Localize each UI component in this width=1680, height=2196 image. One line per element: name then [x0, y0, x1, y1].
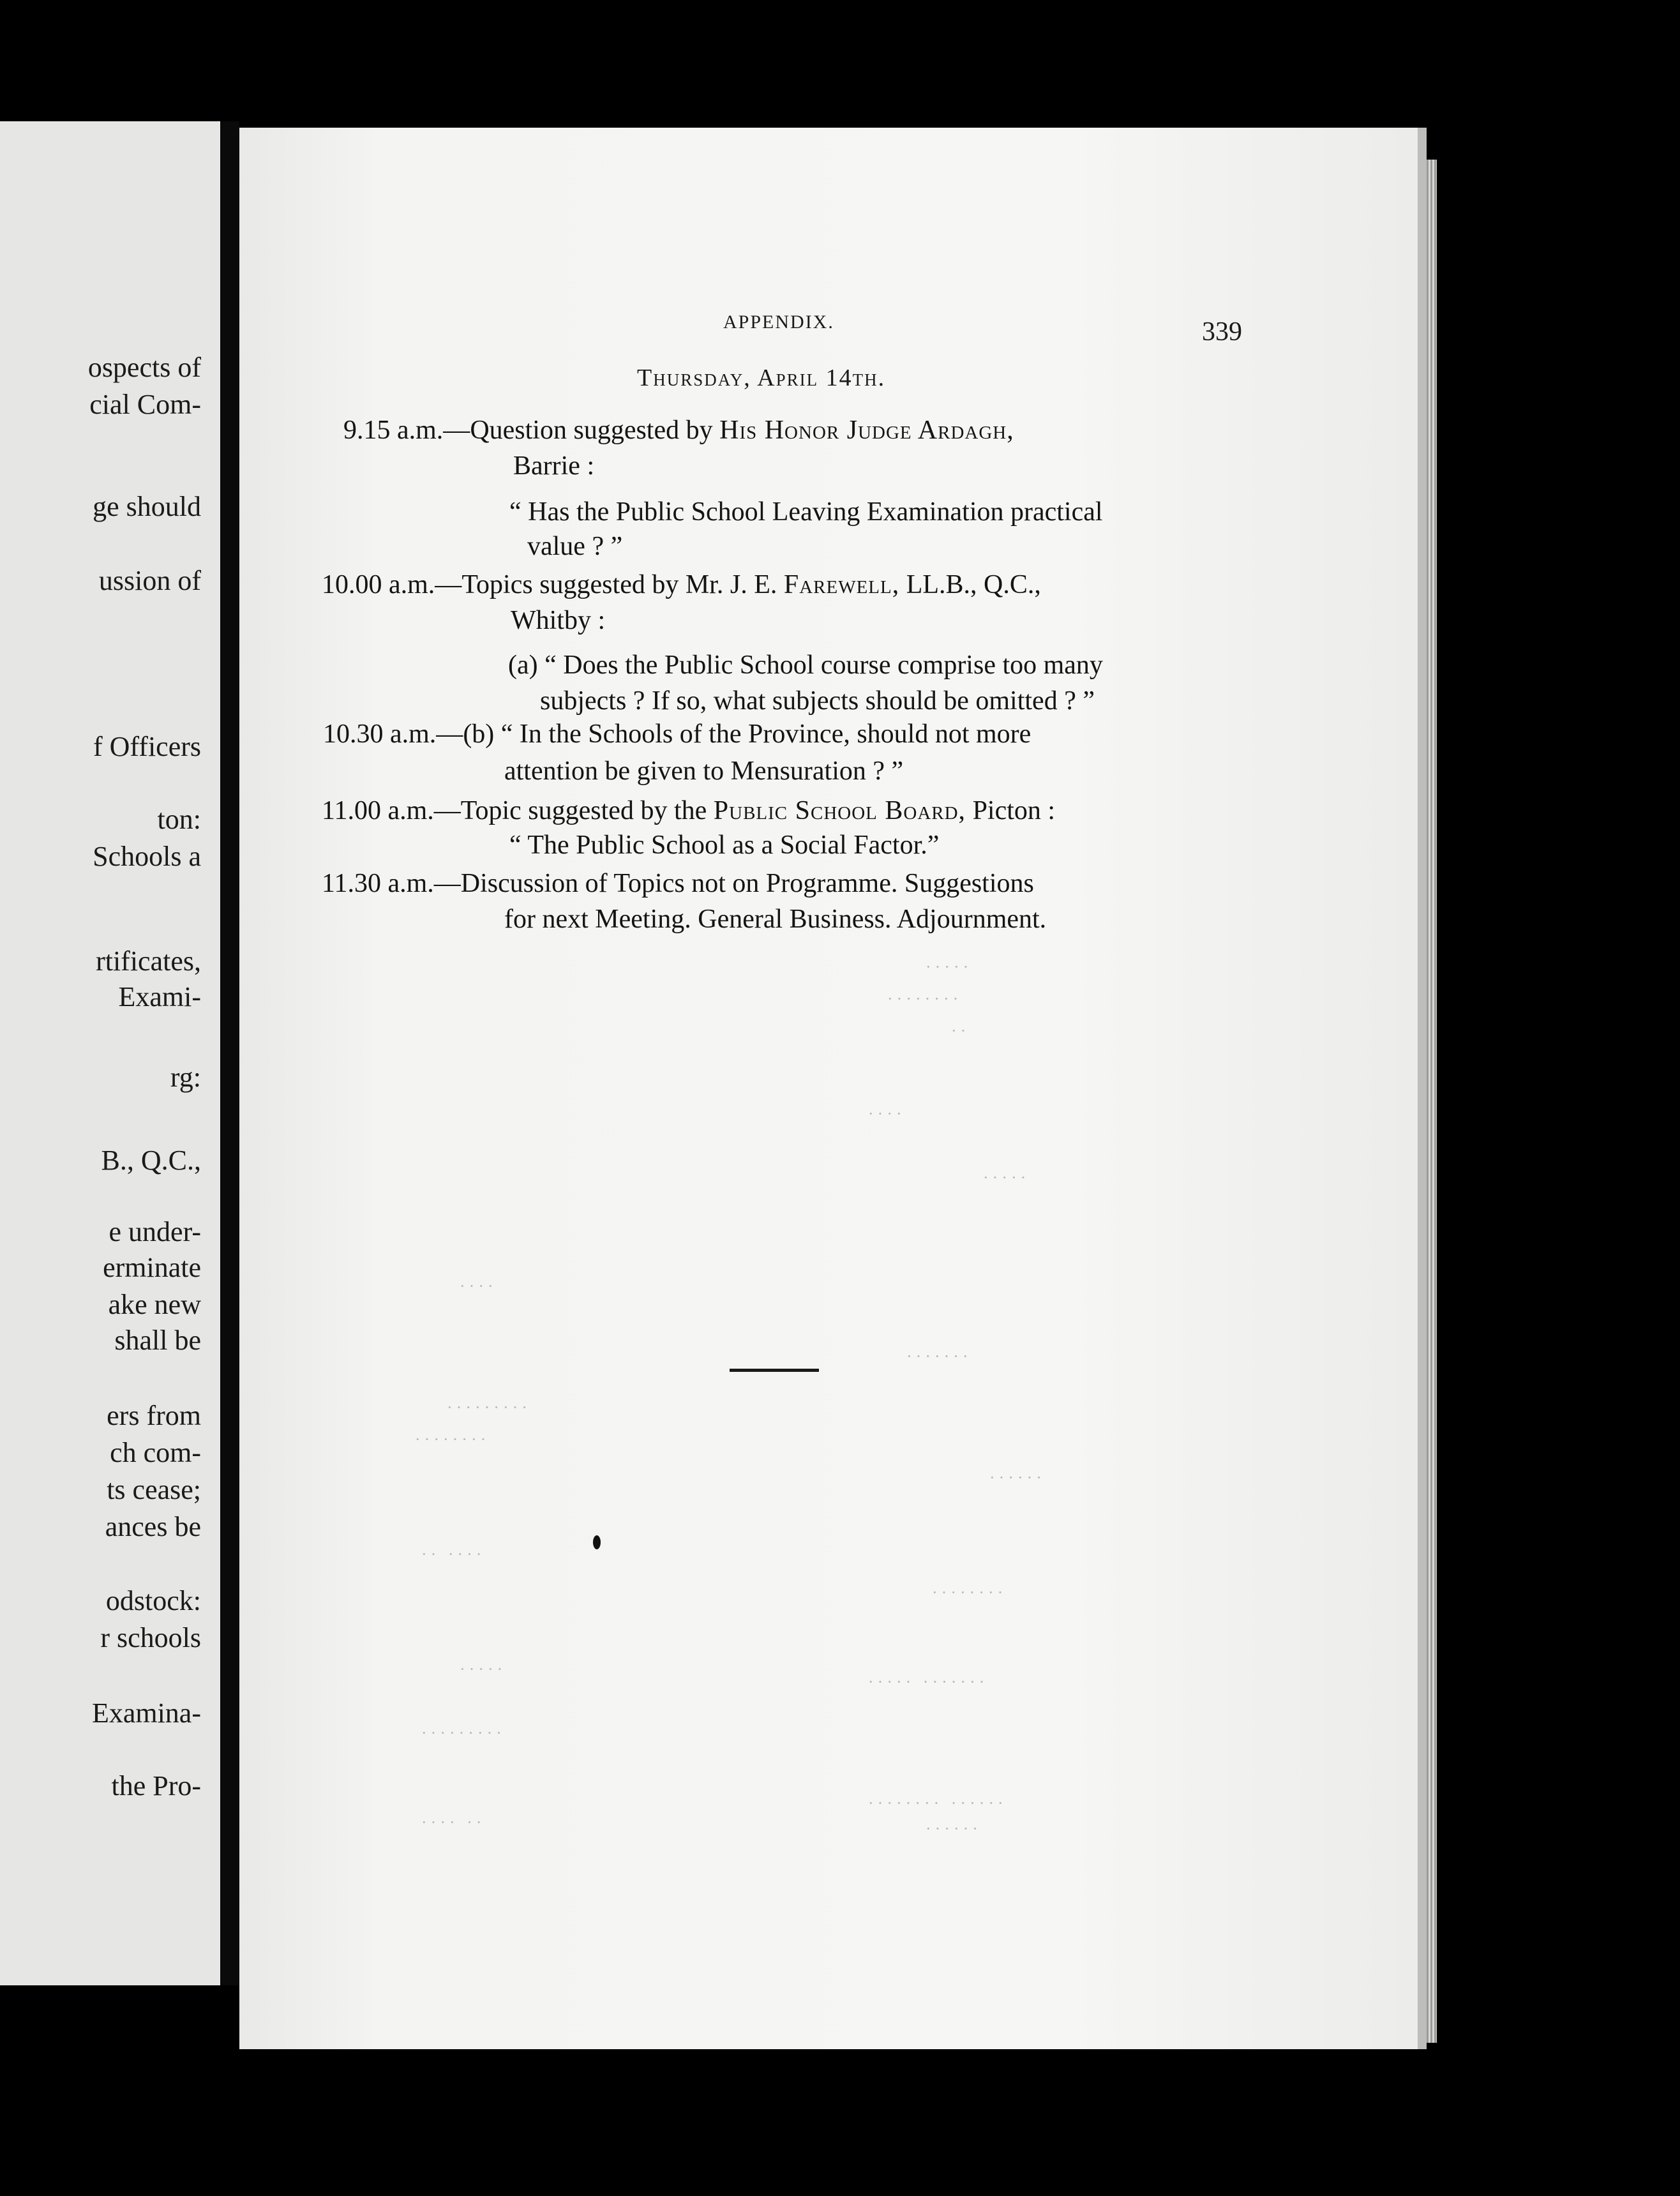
left-text-line: ton: [157, 804, 201, 835]
left-text-line: r schools [100, 1622, 201, 1653]
page-edge [1427, 160, 1437, 2043]
schedule-text: for next Meeting. General Business. Adjournment. [504, 905, 1047, 934]
schedule-question: “ The Public School as a Social Factor.” [509, 831, 940, 860]
show-through-dots: ····· [926, 958, 973, 976]
left-text-line: the Pro- [111, 1770, 201, 1801]
speaker-name: Public School Board, [713, 796, 966, 825]
ink-blot [593, 1535, 601, 1549]
show-through-dots: ······ [926, 1819, 982, 1838]
show-through-dots: ········ [887, 989, 963, 1008]
show-through-dots: ······ [989, 1468, 1046, 1487]
left-text-line: ake new [108, 1289, 201, 1320]
left-text-line: rtificates, [96, 945, 201, 977]
schedule-text: Topic suggested by the [460, 796, 707, 825]
left-text-line: ospects of [87, 352, 201, 383]
schedule-question: subjects ? If so, what subjects should be omitted ? ” [540, 686, 1095, 716]
left-text-line: odstock: [105, 1585, 201, 1616]
show-through-dots: ········ [415, 1430, 490, 1448]
schedule-question: value ? ” [527, 532, 623, 561]
schedule-line [322, 795, 1055, 826]
schedule-time: 11.30 a.m.— [322, 869, 461, 898]
left-text-line: ts cease; [107, 1474, 201, 1505]
left-text-line: B., Q.C., [101, 1145, 201, 1176]
show-through-dots: ······· [906, 1347, 972, 1365]
left-text-line: f Officers [93, 731, 201, 762]
schedule-place: Barrie : [513, 451, 595, 481]
speaker-name: Farewell, [783, 570, 900, 599]
show-through-dots: ···· ·· [421, 1813, 486, 1831]
show-through-dots: ····· ······· [868, 1673, 989, 1691]
show-through-dots: ····· [983, 1168, 1030, 1187]
show-through-dots: ········· [447, 1398, 531, 1417]
show-through-dots: ····· [460, 1660, 507, 1678]
schedule-time: 11.00 a.m.— [322, 796, 461, 825]
left-text-line: ances be [105, 1511, 201, 1542]
left-page [0, 121, 220, 1985]
schedule-question: (b) “ In the Schools of the Province, should not more [463, 719, 1031, 749]
schedule-text: Question suggested by [470, 416, 713, 445]
left-text-line: ch com- [110, 1437, 201, 1468]
left-text-line: Exami- [118, 981, 201, 1012]
schedule-line [343, 415, 1014, 446]
left-text-line: ussion of [98, 565, 201, 596]
schedule-question: attention be given to Mensuration ? ” [504, 756, 904, 786]
schedule-time: 10.30 a.m.— [323, 719, 463, 749]
schedule-place: Picton : [972, 796, 1056, 825]
left-text-line: rg: [170, 1062, 201, 1093]
show-through-dots: ········· [421, 1724, 506, 1742]
page-number: 339 [1202, 317, 1242, 347]
left-text-line: ers from [107, 1400, 201, 1431]
day-heading: Thursday, April 14th. [637, 365, 886, 391]
schedule-line [322, 569, 1041, 600]
left-text-line: cial Com- [89, 389, 201, 420]
left-text-line: e under- [109, 1216, 201, 1247]
schedule-time: 9.15 a.m.— [343, 416, 470, 445]
schedule-question: (a) “ Does the Public School course comprise too many [508, 651, 1103, 680]
left-text-line: erminate [103, 1252, 201, 1283]
schedule-place: Whitby : [511, 606, 606, 635]
speaker-name: His Honor Judge Ardagh, [719, 416, 1014, 445]
left-text-line: Examina- [91, 1697, 201, 1729]
schedule-line [323, 719, 1031, 749]
show-through-dots: ········ [932, 1583, 1007, 1602]
running-head: APPENDIX. [723, 312, 834, 333]
left-text-line: Schools a [93, 841, 201, 872]
schedule-time: 10.00 a.m.— [322, 570, 462, 599]
book-gutter [220, 121, 239, 1985]
left-text-line: shall be [114, 1325, 201, 1356]
show-through-dots: ···· [460, 1277, 497, 1295]
section-rule [730, 1369, 819, 1372]
left-text-line: ge should [93, 491, 201, 522]
show-through-dots: ···· [868, 1104, 906, 1123]
speaker-credentials: LL.B., Q.C., [906, 570, 1041, 599]
schedule-line [322, 868, 1034, 899]
schedule-question: “ Has the Public School Leaving Examination practical [509, 497, 1103, 527]
show-through-dots: ········ ······ [868, 1794, 1007, 1812]
show-through-dots: ·· [951, 1021, 970, 1040]
schedule-text: Topics suggested by Mr. J. E. [461, 570, 777, 599]
show-through-dots: ·· ···· [421, 1545, 486, 1563]
schedule-text: Discussion of Topics not on Programme. Suggestions [460, 869, 1034, 898]
